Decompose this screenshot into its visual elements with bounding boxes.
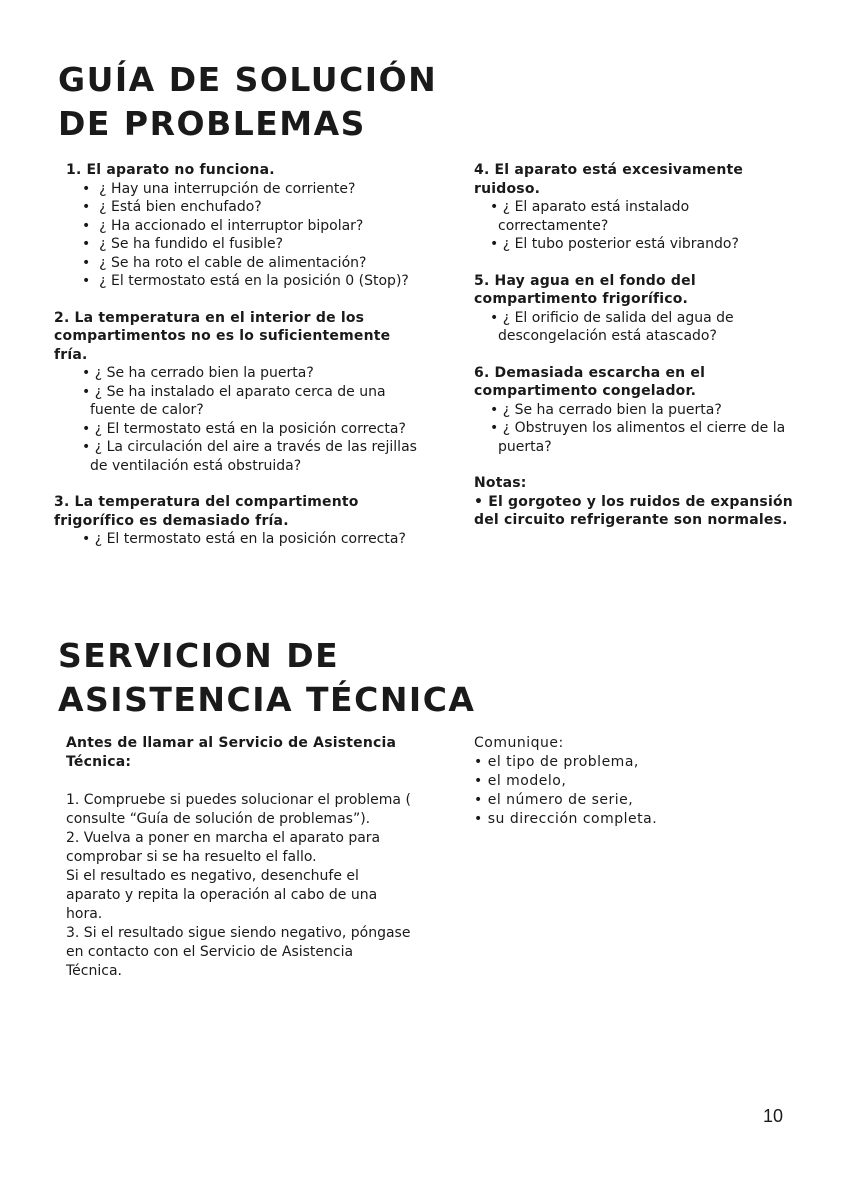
service-title-line2: ASISTENCIA TÉCNICA (58, 680, 476, 719)
service-info-item: • el número de serie, (474, 792, 634, 808)
problem-item: • ¿ Se ha fundido el fusible? (82, 236, 284, 252)
problem-item: • ¿ El orificio de salida del agua de descongelación está atascado? (490, 309, 739, 344)
problem-section-5 (474, 272, 794, 346)
troubleshooting-title (58, 58, 437, 146)
problem-heading-6: 6. Demasiada escarcha en el compartimento congelador. (474, 364, 706, 399)
problem-item: • ¿ El aparato está instalado correctamente? (490, 199, 694, 234)
service-step: 3. Si el resultado sigue siendo negativo, póngase en contacto con el Servicio de Asistencia Técnica. (66, 925, 411, 979)
troubleshooting-left-column (54, 161, 426, 567)
problem-section-3 (54, 493, 426, 549)
service-left-column (66, 734, 411, 981)
service-info-item: • el tipo de problema, (474, 754, 639, 770)
problem-heading-2: 2. La temperatura en el interior de los compartimentos no es lo suficientemente fría. (54, 309, 391, 363)
problem-item: • ¿ Ha accionado el interruptor bipolar? (82, 217, 364, 234)
problem-item: • ¿ Hay una interrupción de corriente? (82, 180, 356, 197)
notes-heading: Notas: (474, 475, 527, 491)
troubleshooting-title-line2: DE PROBLEMAS (58, 104, 366, 143)
service-heading: Antes de llamar al Servicio de Asistencia Técnica: (66, 735, 397, 770)
service-step: 1. Compruebe si puedes solucionar el problema ( consulte “Guía de solución de problemas”). (66, 792, 411, 827)
problem-item: • ¿ Se ha cerrado bien la puerta? (82, 365, 314, 381)
service-title-line1: SERVICION DE (58, 636, 340, 675)
troubleshooting-title-line1: GUÍA DE SOLUCIÓN (58, 60, 438, 99)
problem-item: • ¿ La circulación del aire a través de las rejillas de ventilación está obstruida? (82, 439, 422, 474)
problem-item: • ¿ Obstruyen los alimentos el cierre de la puerta? (490, 420, 790, 455)
problem-heading-4: 4. El aparato está excesivamente ruidoso. (474, 162, 744, 197)
problem-section-4 (474, 161, 794, 254)
troubleshooting-right-column (474, 161, 794, 548)
problem-section-2 (54, 309, 426, 476)
problem-section-6 (474, 364, 794, 457)
service-info-item: • el modelo, (474, 773, 567, 789)
service-intro: Comunique: (474, 735, 564, 751)
service-step: Si el resultado es negativo, desenchufe el aparato y repita la operación al cabo de una hora. (66, 868, 378, 922)
problem-item: • ¿ El termostato está en la posición correcta? (82, 420, 406, 437)
problem-heading-1: 1. El aparato no funciona. (66, 162, 275, 178)
problem-item: • ¿ Se ha instalado el aparato cerca de una fuente de calor? (82, 383, 390, 418)
service-step: 2. Vuelva a poner en marcha el aparato para comprobar si se ha resuelto el fallo. (66, 830, 381, 865)
problem-item: • ¿ Está bien enchufado? (82, 199, 262, 215)
page-number: 10 (763, 1106, 784, 1126)
problem-item: • ¿ Se ha roto el cable de alimentación? (82, 254, 367, 271)
problem-item: • ¿ Se ha cerrado bien la puerta? (490, 401, 722, 418)
problem-heading-5: 5. Hay agua en el fondo del compartimento frigorífico. (474, 272, 696, 307)
problem-item: • ¿ El termostato está en la posición correcta? (82, 531, 406, 547)
notes-section (474, 474, 794, 530)
problem-item: • ¿ El tubo posterior está vibrando? (490, 236, 739, 252)
service-info-item: • su dirección completa. (474, 811, 658, 827)
notes-item: • El gorgoteo y los ruidos de expansión del circuito refrigerante son normales. (474, 493, 793, 528)
problem-section-1 (66, 161, 426, 291)
service-title (58, 634, 475, 722)
problem-item: • ¿ El termostato está en la posición 0 (Stop)? (82, 273, 409, 289)
problem-heading-3: 3. La temperatura del compartimento frigorífico es demasiado fría. (54, 494, 359, 529)
service-right-column (474, 734, 774, 829)
